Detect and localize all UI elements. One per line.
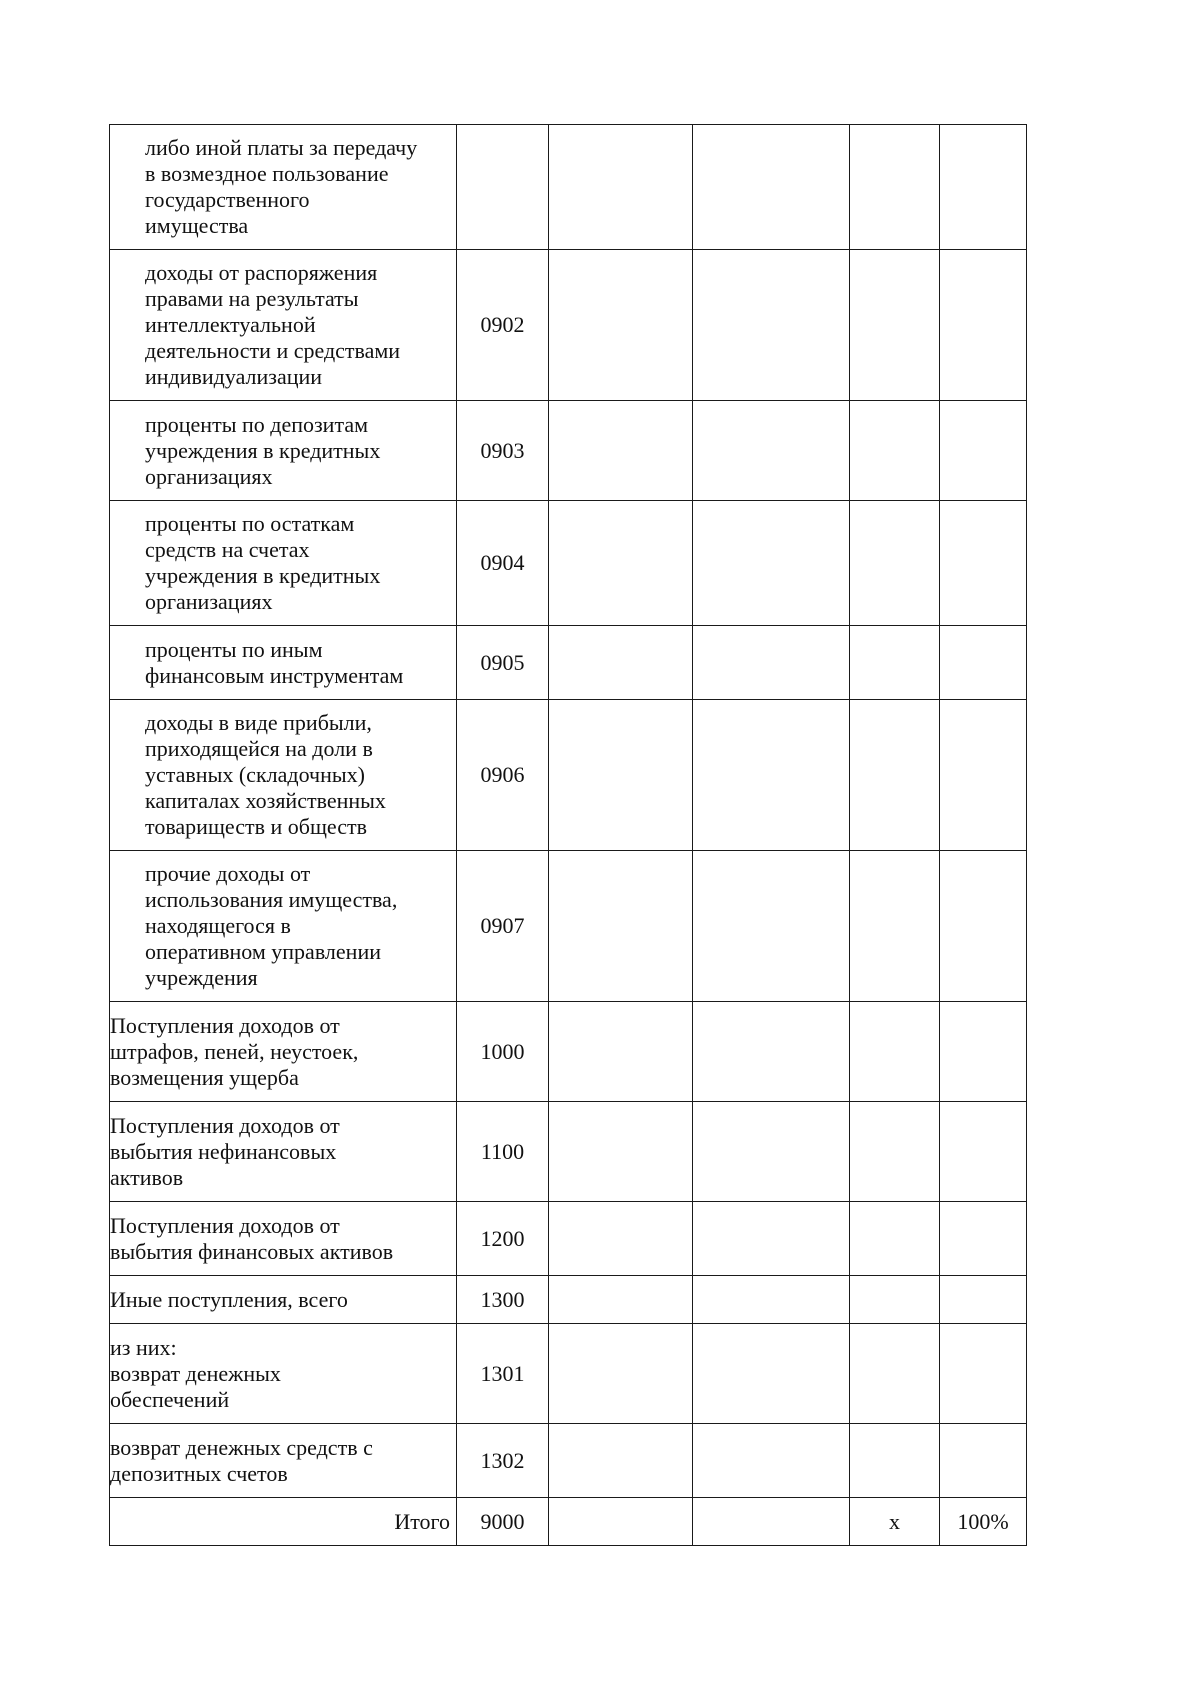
row-col6-cell	[940, 700, 1027, 851]
row-col5-cell	[850, 1276, 940, 1324]
table-row	[110, 700, 1027, 851]
row-code: 1302	[457, 1424, 549, 1498]
row-code: 1000	[457, 1002, 549, 1102]
row-name: Поступления доходов от выбытия финансовых активов	[110, 1202, 457, 1276]
row-col3-cell	[549, 1102, 693, 1202]
row-col3-cell	[549, 501, 693, 626]
total-col3	[549, 1498, 693, 1546]
row-col3-cell	[549, 626, 693, 700]
row-code: 0904	[457, 501, 549, 626]
row-col4-cell	[693, 1102, 850, 1202]
row-col6-cell	[940, 1202, 1027, 1276]
row-col4-cell	[693, 1324, 850, 1424]
row-col6-cell	[940, 1324, 1027, 1424]
row-code: 0903	[457, 401, 549, 501]
row-col5-cell	[850, 700, 940, 851]
row-name: возврат денежных средств с депозитных счетов	[110, 1424, 457, 1498]
total-label: Итого	[110, 1498, 457, 1546]
row-col5-cell	[850, 1424, 940, 1498]
row-col3-cell	[549, 851, 693, 1002]
row-col4-cell	[693, 1202, 850, 1276]
row-col3-cell	[549, 250, 693, 401]
table-row	[110, 1324, 1027, 1424]
row-name: доходы в виде прибыли, приходящейся на доли в уставных (складочных) капиталах хозяйственных товариществ и обществ	[110, 700, 457, 851]
table-row	[110, 1276, 1027, 1324]
row-col6-cell	[940, 1002, 1027, 1102]
table-row	[110, 1202, 1027, 1276]
row-code: 0907	[457, 851, 549, 1002]
row-code: 1300	[457, 1276, 549, 1324]
row-col6-cell	[940, 1424, 1027, 1498]
total-code: 9000	[457, 1498, 549, 1546]
total-col5: x	[850, 1498, 940, 1546]
table-row	[110, 501, 1027, 626]
row-col3-cell	[549, 1424, 693, 1498]
row-col4-cell	[693, 626, 850, 700]
row-name: проценты по депозитам учреждения в кредитных организациях	[110, 401, 457, 501]
row-col3-cell	[549, 401, 693, 501]
row-name: доходы от распоряжения правами на результаты интеллектуальной деятельности и средствами индивидуализации	[110, 250, 457, 401]
table-row	[110, 401, 1027, 501]
row-col4-cell	[693, 250, 850, 401]
table-row	[110, 851, 1027, 1002]
row-col4-cell	[693, 1002, 850, 1102]
row-col4-cell	[693, 401, 850, 501]
row-code: 0906	[457, 700, 549, 851]
row-code: 0905	[457, 626, 549, 700]
row-code: 1100	[457, 1102, 549, 1202]
row-col3-cell	[549, 1202, 693, 1276]
row-name: Поступления доходов от штрафов, пеней, неустоек, возмещения ущерба	[110, 1002, 457, 1102]
row-name: либо иной платы за передачу в возмездное пользование государственного имущества	[110, 125, 457, 250]
row-name: Поступления доходов от выбытия нефинансовых активов	[110, 1102, 457, 1202]
row-col5-cell	[850, 501, 940, 626]
row-col4-cell	[693, 1424, 850, 1498]
row-col5-cell	[850, 401, 940, 501]
row-code: 0902	[457, 250, 549, 401]
total-row	[110, 1498, 1027, 1546]
row-name: прочие доходы от использования имущества, находящегося в оперативном управлении учреждения	[110, 851, 457, 1002]
row-col4-cell	[693, 125, 850, 250]
report-table-body	[110, 125, 1027, 1546]
row-col3-cell	[549, 1276, 693, 1324]
row-col6-cell	[940, 1102, 1027, 1202]
row-col5-cell	[850, 1102, 940, 1202]
report-table	[109, 124, 1027, 1546]
row-col6-cell	[940, 250, 1027, 401]
row-col3-cell	[549, 1002, 693, 1102]
table-row	[110, 250, 1027, 401]
row-name: из них: возврат денежных обеспечений	[110, 1324, 457, 1424]
row-code: 1301	[457, 1324, 549, 1424]
row-col5-cell	[850, 626, 940, 700]
row-col5-cell	[850, 1324, 940, 1424]
row-code	[457, 125, 549, 250]
row-col3-cell	[549, 125, 693, 250]
row-col6-cell	[940, 1276, 1027, 1324]
table-row	[110, 1002, 1027, 1102]
row-col4-cell	[693, 851, 850, 1002]
row-col6-cell	[940, 851, 1027, 1002]
table-row	[110, 125, 1027, 250]
row-col5-cell	[850, 1202, 940, 1276]
row-col3-cell	[549, 700, 693, 851]
row-name: проценты по иным финансовым инструментам	[110, 626, 457, 700]
row-col4-cell	[693, 700, 850, 851]
total-col4	[693, 1498, 850, 1546]
row-name: Иные поступления, всего	[110, 1276, 457, 1324]
row-col5-cell	[850, 250, 940, 401]
table-row	[110, 1102, 1027, 1202]
row-name: проценты по остаткам средств на счетах учреждения в кредитных организациях	[110, 501, 457, 626]
row-col6-cell	[940, 626, 1027, 700]
row-col6-cell	[940, 125, 1027, 250]
row-col4-cell	[693, 1276, 850, 1324]
row-col5-cell	[850, 125, 940, 250]
table-row	[110, 626, 1027, 700]
row-col4-cell	[693, 501, 850, 626]
row-col6-cell	[940, 501, 1027, 626]
total-col6: 100%	[940, 1498, 1027, 1546]
table-row	[110, 1424, 1027, 1498]
row-col3-cell	[549, 1324, 693, 1424]
row-col5-cell	[850, 1002, 940, 1102]
row-col6-cell	[940, 401, 1027, 501]
row-col5-cell	[850, 851, 940, 1002]
row-code: 1200	[457, 1202, 549, 1276]
